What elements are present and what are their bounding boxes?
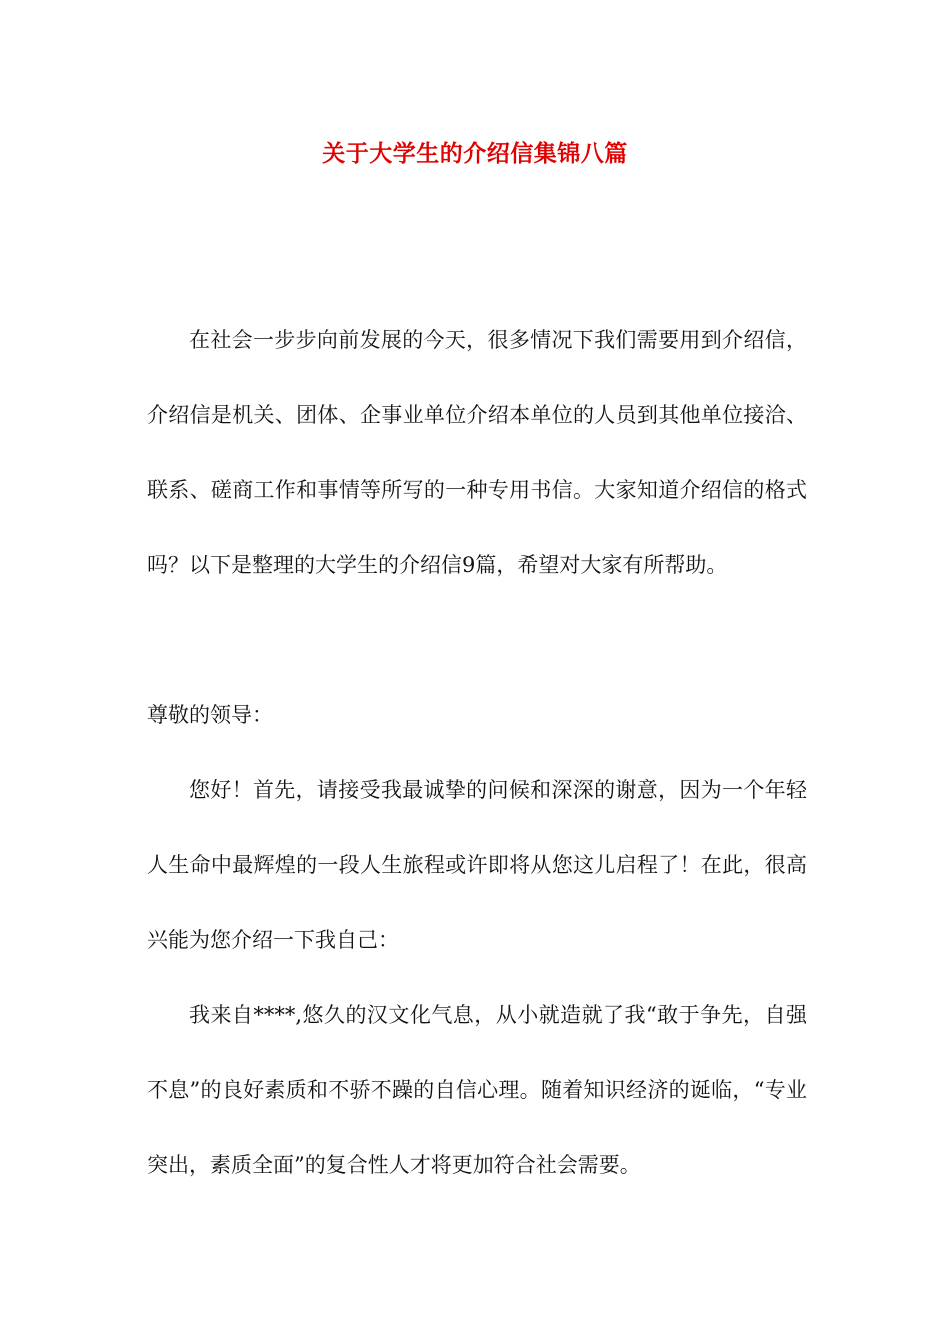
background-paragraph: 我来自****,悠久的汉文化气息，从小就造就了我“敢于争先，自强不息”的良好素质和不骄不躁的自信心理。随着知识经济的诞临，“专业突出，素质全面”的复合性人才将更加符合社会需要。 bbox=[147, 1003, 807, 1177]
letter-salutation: 尊敬的领导： bbox=[147, 703, 273, 727]
greeting-paragraph: 您好！首先，请接受我最诚挚的问候和深深的谢意，因为一个年轻人生命中最辉煌的一段人生旅程或许即将从您这儿启程了！在此，很高兴能为您介绍一下我自己： bbox=[147, 778, 807, 952]
document-title: 关于大学生的介绍信集锦八篇 bbox=[322, 140, 628, 167]
intro-paragraph: 在社会一步步向前发展的今天，很多情况下我们需要用到介绍信，介绍信是机关、团体、企事业单位介绍本单位的人员到其他单位接洽、联系、磋商工作和事情等所写的一种专用书信。大家知道介绍信的格式吗？以下是整理的大学生的介绍信9篇，希望对大家有所帮助。 bbox=[147, 328, 807, 577]
